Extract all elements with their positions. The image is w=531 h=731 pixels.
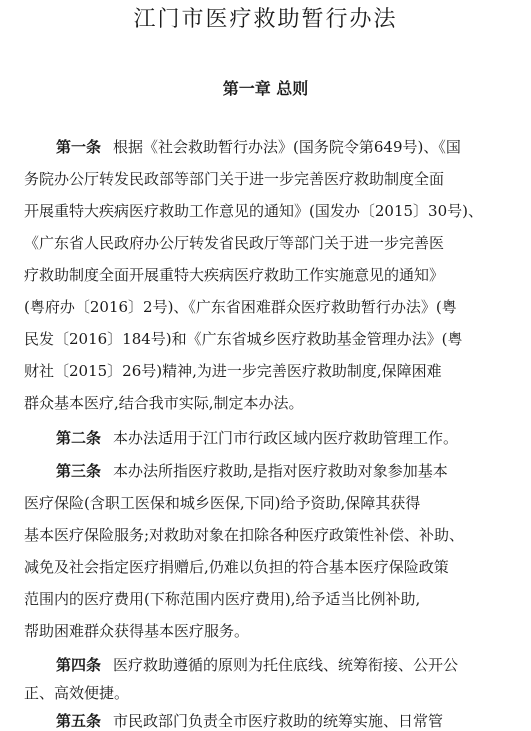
article-text: 民发〔2016〕184号)和《广东省城乡医疗救助基金管理办法》(粤: [24, 330, 463, 348]
article-3-line-1: [0, 458, 531, 484]
article-text: 疗救助制度全面开展重特大疾病医疗救助工作实施意见的通知》: [24, 266, 445, 284]
chapter-heading: 第一章 总则: [222, 79, 309, 98]
article-1-line-6: [0, 294, 531, 320]
article-1-line-3: [0, 198, 531, 224]
article-3-line-3: [0, 522, 531, 548]
article-1-line-1: [0, 134, 531, 160]
article-text: 群众基本医疗,结合我市实际,制定本办法。: [24, 394, 304, 412]
article-4-line-2: [0, 680, 531, 706]
article-text: 医疗救助遵循的原则为托住底线、统筹衔接、公开公: [113, 656, 459, 674]
article-text: 根据《社会救助暂行办法》(国务院令第649号)、《国: [113, 138, 461, 156]
article-3-line-4: [0, 554, 531, 580]
article-label: 第五条: [56, 712, 102, 730]
article-text: 本办法所指医疗救助,是指对医疗救助对象参加基本: [113, 462, 448, 480]
article-text: 范围内的医疗费用(下称范围内医疗费用),给予适当比例补助,: [24, 590, 421, 608]
article-3-line-5: [0, 586, 531, 612]
article-1-line-5: [0, 262, 531, 288]
article-text: 正、高效便捷。: [24, 684, 130, 702]
article-1-line-8: [0, 358, 531, 384]
article-text: 务院办公厅转发民政部等部门关于进一步完善医疗救助制度全面: [24, 170, 445, 188]
article-label: 第四条: [56, 656, 102, 674]
article-3-line-6: [0, 618, 531, 644]
article-1-line-2: [0, 166, 531, 192]
article-text: 财社〔2015〕26号)精神,为进一步完善医疗救助制度,保障困难: [24, 362, 442, 380]
article-text: (粤府办〔2016〕2号)、《广东省困难群众医疗救助暂行办法》(粤: [24, 298, 457, 316]
document-title: 江门市医疗救助暂行办法: [133, 7, 398, 32]
article-5-line-1: [0, 708, 531, 731]
article-2-line-1: [0, 425, 531, 451]
article-text: 开展重特大疾病医疗救助工作意见的通知》(国发办〔2015〕30号)、: [24, 202, 483, 220]
article-label: 第三条: [56, 462, 102, 480]
article-text: 基本医疗保险服务;对救助对象在扣除各种医疗政策性补偿、补助、: [24, 526, 465, 544]
article-text: 减免及社会指定医疗捐赠后,仍难以负担的符合基本医疗保险政策: [24, 558, 449, 576]
article-text: 《广东省人民政府办公厅转发省民政厅等部门关于进一步完善医: [24, 234, 445, 252]
article-4-line-1: [0, 652, 531, 678]
article-1-line-7: [0, 326, 531, 352]
article-3-line-2: [0, 490, 531, 516]
article-1-line-9: [0, 390, 531, 416]
article-text: 医疗保险(含职工医保和城乡医保,下同)给予资助,保障其获得: [24, 494, 421, 512]
article-label: 第一条: [56, 138, 102, 156]
article-text: 帮助困难群众获得基本医疗服务。: [24, 622, 250, 640]
article-label: 第二条: [56, 429, 102, 447]
article-text: 本办法适用于江门市行政区域内医疗救助管理工作。: [113, 429, 459, 447]
article-text: 市民政部门负责全市医疗救助的统筹实施、日常管: [113, 712, 444, 730]
article-1-line-4: [0, 230, 531, 256]
